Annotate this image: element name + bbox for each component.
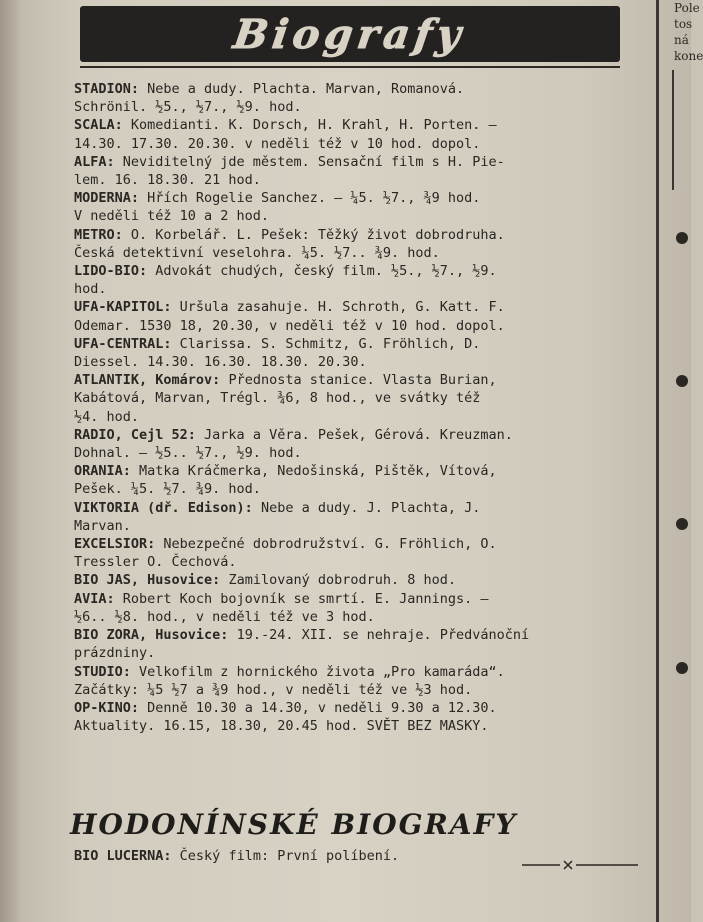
listing-text: Česká detektivní veselohra. ¼5. ½7.. ¾9. hod. [74, 244, 440, 261]
hodonin-listing [74, 848, 399, 864]
cinema-name: BIO ZORA, Husovice: [74, 627, 229, 644]
hodonin-heading: HODONÍNSKÉ BIOGRAFY [70, 808, 518, 841]
cinema-name: EXCELSIOR: [74, 536, 156, 553]
section-title: Biografy [231, 10, 469, 58]
listing-text: Advokát chudých, český film. ½5., ½7., ½9. [147, 263, 497, 280]
listing-text: Odemar. 1530 18, 20.30, v neděli též v 10 hod. dopol. [74, 317, 505, 334]
decorative-ornament [520, 858, 640, 872]
listing-text: Robert Koch bojovník se smrtí. E. Jannings. — [114, 590, 489, 607]
listing-text: Clarissa. S. Schmitz, G. Fröhlich, D. [171, 335, 481, 352]
cinema-name: VIKTORIA (dř. Edison): [74, 499, 253, 516]
listing-entry [74, 499, 644, 535]
cinema-name: ORANIA: [74, 463, 131, 480]
listing-text: 19.-24. XII. se nehraje. Předvánoční [228, 627, 530, 644]
listing-text: Nebezpečné dobrodružství. G. Fröhlich, O. [155, 536, 497, 553]
page-fold-shadow [0, 0, 22, 922]
listing-entry [74, 426, 644, 462]
section-header [80, 6, 620, 62]
listing-entry [74, 699, 644, 735]
listing-text: Hřích Rogelie Sanchez. — ¼5. ½7., ¾9 hod. [139, 190, 481, 207]
listing-text: Diessel. 14.30. 16.30. 18.30. 20.30. [74, 354, 367, 371]
listing-entry [74, 535, 644, 571]
cinema-listings [74, 80, 644, 735]
listing-entry [74, 298, 644, 334]
listing-text: Nebe a dudy. J. Plachta, J. [252, 499, 481, 516]
cinema-name: UFA-KAPITOL: [74, 299, 172, 316]
adjacent-column-rule [672, 70, 674, 190]
cinema-name: BIO LUCERNA: [74, 848, 172, 864]
cinema-name: AVIA: [74, 590, 115, 607]
listing-text: Uršula zasahuje. H. Schroth, G. Katt. F. [171, 299, 505, 316]
listing-text: lem. 16. 18.30. 21 hod. [74, 172, 261, 189]
listing-text: prázdniny. [74, 645, 156, 662]
column-divider [656, 0, 659, 922]
listing-text: Matka Kráčmerka, Nedošinská, Pištěk, Vítová, [130, 463, 497, 480]
cinema-name: SCALA: [74, 117, 123, 134]
listing-text: Tressler O. Čechová. [74, 554, 237, 571]
listing-text: Aktuality. 16.15, 18.30, 20.45 hod. SVĚT BEZ MASKY. [74, 718, 489, 735]
listing-text: Kabátová, Marvan, Trégl. ¾6, 8 hod., ve svátky též [74, 390, 481, 407]
listing-entry [74, 462, 644, 498]
cinema-name: MODERNA: [74, 190, 140, 207]
cinema-name: RADIO, Cejl 52: [74, 426, 196, 443]
cinema-name: STADION: [74, 81, 140, 97]
cinema-name: METRO: [74, 226, 123, 243]
listing-entry [74, 262, 644, 298]
listing-entry [74, 371, 644, 426]
listing-text: ½6.. ½8. hod., v neděli též ve 3 hod. [74, 608, 375, 625]
adjacent-text-fragment: kone [674, 49, 703, 63]
bullet-icon [676, 232, 688, 244]
listing-text: Dohnal. — ½5.. ½7., ½9. hod. [74, 445, 302, 462]
listing-text: Schrönil. ½5., ½7., ½9. hod. [74, 99, 302, 116]
bullet-icon [676, 518, 688, 530]
listing-entry [74, 189, 644, 225]
listing-text: Pešek. ¼5. ½7. ¾9. hod. [74, 481, 261, 498]
listing-text: Jarka a Věra. Pešek, Gérová. Kreuzman. [195, 426, 513, 443]
listing-text: Přednosta stanice. Vlasta Burian, [220, 372, 497, 389]
listing-text: Zamilovaný dobrodruh. 8 hod. [220, 572, 457, 589]
listing-text: Český film: První políbení. [171, 848, 400, 864]
cinema-name: OP-KINO: [74, 699, 140, 716]
listing-text: Velkofilm z hornického života „Pro kamaráda“. [130, 663, 505, 680]
listing-entry [74, 663, 644, 699]
listing-text: V neděli též 10 a 2 hod. [74, 208, 270, 225]
listing-text: Marvan. [74, 517, 131, 534]
header-rule [80, 66, 620, 68]
cinema-name: LIDO-BIO: [74, 263, 148, 280]
listing-entry [74, 571, 644, 589]
cinema-name: ALFA: [74, 153, 115, 170]
listing-entry [74, 590, 644, 626]
cinema-name: BIO JAS, Husovice: [74, 572, 221, 589]
cinema-name: ATLANTIK, Komárov: [74, 372, 221, 389]
listing-entry [74, 226, 644, 262]
listing-text: Neviditelný jde městem. Sensační film s H. Pie- [114, 153, 505, 170]
cinema-name: UFA-CENTRAL: [74, 335, 172, 352]
listing-text: 14.30. 17.30. 20.30. v neděli též v 10 hod. dopol. [74, 135, 481, 152]
bullet-icon [676, 375, 688, 387]
adjacent-column [674, 0, 703, 922]
listing-text: ½4. hod. [74, 408, 140, 425]
listing-entry [74, 116, 644, 152]
listing-text: Denně 10.30 a 14.30, v neděli 9.30 a 12.30. [139, 699, 497, 716]
listing-entry [74, 153, 644, 189]
bullet-icon [676, 662, 688, 674]
cinema-name: STUDIO: [74, 663, 131, 680]
adjacent-text-fragment: ná [674, 33, 689, 47]
listing-text: Komedianti. K. Dorsch, H. Krahl, H. Porten. — [122, 117, 497, 134]
listing-text: Začátky: ¼5 ½7 a ¾9 hod., v neděli též ve ½3 hod. [74, 681, 473, 698]
listing-text: O. Korbelář. L. Pešek: Těžký život dobrodruha. [122, 226, 505, 243]
listing-entry [74, 626, 644, 662]
listing-text: Nebe a dudy. Plachta. Marvan, Romanová. [139, 81, 465, 97]
listing-entry [74, 335, 644, 371]
adjacent-text-fragment: Pole [674, 1, 700, 15]
adjacent-text-fragment: tos [674, 17, 693, 31]
listing-entry [74, 80, 644, 116]
listing-text: hod. [74, 281, 107, 298]
